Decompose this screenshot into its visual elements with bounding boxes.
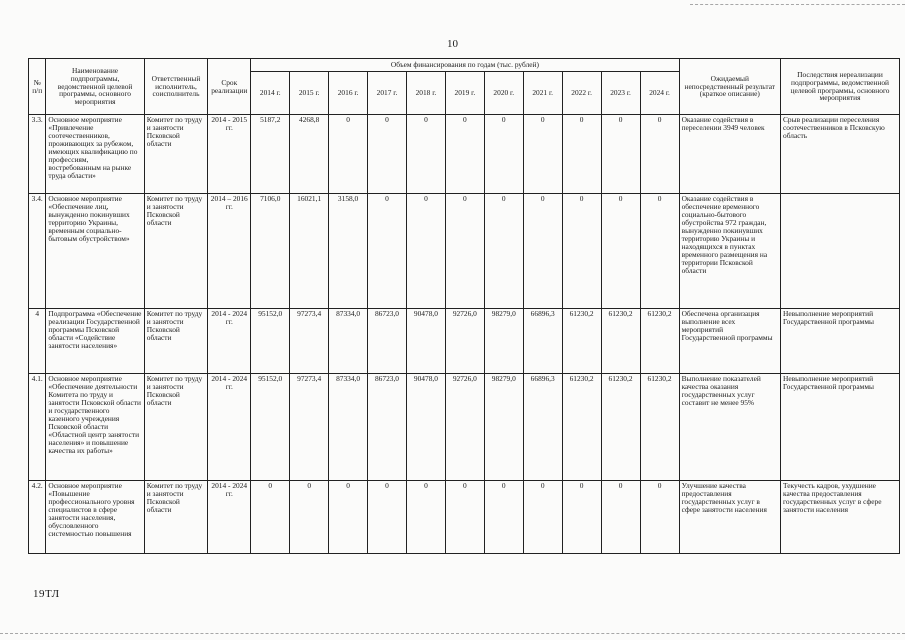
header-name: Наименование подпрограммы, ведомственной целевой программы, основного мероприятия — [46, 59, 144, 115]
row-value-2015: 97273,4 — [290, 309, 329, 374]
header-executor: Ответственный исполнитель, соисполнитель — [144, 59, 208, 115]
row-value-2024: 0 — [640, 194, 679, 309]
row-value-2022: 0 — [562, 194, 601, 309]
row-value-2020: 0 — [484, 194, 523, 309]
row-value-2024: 61230,2 — [640, 309, 679, 374]
row-number: 3.3. — [29, 115, 46, 194]
row-value-2021: 0 — [523, 115, 562, 194]
row-value-2022: 61230,2 — [562, 309, 601, 374]
table-row — [29, 194, 900, 309]
row-value-2016: 87334,0 — [329, 309, 368, 374]
header-num: № п/п — [29, 59, 46, 115]
row-value-2019: 92726,0 — [445, 309, 484, 374]
header-year-2014: 2014 г. — [251, 72, 290, 115]
row-value-2018: 90478,0 — [406, 309, 445, 374]
row-consequences: Невыполнение мероприятий Государственной программы — [781, 309, 900, 374]
row-period: 2014 – 2016 гг. — [208, 194, 251, 309]
row-result: Оказание содействия в переселении 3949 человек — [679, 115, 780, 194]
row-value-2016: 87334,0 — [329, 374, 368, 481]
row-value-2014: 95152,0 — [251, 374, 290, 481]
row-result: Обеспечена организация выполнение всех мероприятий Государственной программы — [679, 309, 780, 374]
row-value-2016: 3158,0 — [329, 194, 368, 309]
header-year-2024: 2024 г. — [640, 72, 679, 115]
row-value-2014: 7106,0 — [251, 194, 290, 309]
table-header — [29, 59, 900, 115]
row-consequences: Невыполнение мероприятий Государственной программы — [781, 374, 900, 481]
row-name: Основное мероприятие «Обеспечение деятельности Комитета по труду и занятости Псковской области и государственного казенного учреждения Псковской области «Областной центр занятости населения» и повышение качества их работы» — [46, 374, 144, 481]
row-executor: Комитет по труду и занятости Псковской области — [144, 194, 208, 309]
footer-code: 19ТЛ — [33, 588, 60, 600]
header-year-2023: 2023 г. — [601, 72, 640, 115]
header-result: Ожидаемый непосредственный результат (краткое описание) — [679, 59, 780, 115]
row-name: Подпрограмма «Обеспечение реализации Государственной программы Псковской области «Содействие занятости населения» — [46, 309, 144, 374]
row-value-2020: 0 — [484, 115, 523, 194]
row-value-2021: 0 — [523, 481, 562, 554]
row-value-2017: 0 — [368, 194, 407, 309]
row-number: 3.4. — [29, 194, 46, 309]
row-value-2015: 0 — [290, 481, 329, 554]
row-value-2019: 0 — [445, 194, 484, 309]
row-value-2015: 4268,8 — [290, 115, 329, 194]
row-value-2021: 66896,3 — [523, 374, 562, 481]
header-year-2016: 2016 г. — [329, 72, 368, 115]
row-number: 4 — [29, 309, 46, 374]
table-row — [29, 309, 900, 374]
row-value-2014: 5187,2 — [251, 115, 290, 194]
row-name: Основное мероприятие «Повышение профессионального уровня специалистов в сфере занятости населения, обусловленного системностью повышения — [46, 481, 144, 554]
financing-table — [28, 58, 900, 554]
row-value-2017: 0 — [368, 115, 407, 194]
row-value-2023: 0 — [601, 115, 640, 194]
page-number: 10 — [447, 38, 458, 50]
row-value-2024: 0 — [640, 115, 679, 194]
row-name: Основное мероприятие «Обеспечение лиц, вынужденно покинувших территорию Украины, временным социально-бытовым обустройством» — [46, 194, 144, 309]
row-value-2023: 0 — [601, 481, 640, 554]
row-value-2021: 0 — [523, 194, 562, 309]
row-consequences — [781, 194, 900, 309]
row-number: 4.2. — [29, 481, 46, 554]
row-consequences: Срыв реализации переселения соотечественников в Псковскую область — [781, 115, 900, 194]
row-value-2016: 0 — [329, 115, 368, 194]
header-year-2017: 2017 г. — [368, 72, 407, 115]
row-executor: Комитет по труду и занятости Псковской области — [144, 115, 208, 194]
row-value-2019: 92726,0 — [445, 374, 484, 481]
header-year-2015: 2015 г. — [290, 72, 329, 115]
table-row — [29, 115, 900, 194]
row-value-2020: 98279,0 — [484, 309, 523, 374]
row-value-2017: 86723,0 — [368, 309, 407, 374]
row-value-2015: 97273,4 — [290, 374, 329, 481]
row-period: 2014 - 2024 гг. — [208, 309, 251, 374]
row-value-2023: 0 — [601, 194, 640, 309]
row-value-2018: 0 — [406, 115, 445, 194]
header-financing: Объем финансирования по годам (тыс. рублей) — [251, 59, 679, 72]
row-number: 4.1. — [29, 374, 46, 481]
row-value-2024: 0 — [640, 481, 679, 554]
row-period: 2014 - 2024 гг. — [208, 374, 251, 481]
row-executor: Комитет по труду и занятости Псковской области — [144, 374, 208, 481]
header-period: Срок реализации — [208, 59, 251, 115]
row-consequences: Текучесть кадров, ухудшение качества предоставления государственных услуг в сфере занятости населения — [781, 481, 900, 554]
row-value-2015: 16021,1 — [290, 194, 329, 309]
table-row — [29, 374, 900, 481]
row-value-2014: 95152,0 — [251, 309, 290, 374]
row-period: 2014 - 2015 гг. — [208, 115, 251, 194]
row-value-2023: 61230,2 — [601, 374, 640, 481]
scan-edge-top — [690, 4, 905, 5]
row-value-2020: 0 — [484, 481, 523, 554]
row-value-2023: 61230,2 — [601, 309, 640, 374]
row-value-2018: 0 — [406, 194, 445, 309]
table-row — [29, 481, 900, 554]
row-executor: Комитет по труду и занятости Псковской области — [144, 481, 208, 554]
row-value-2021: 66896,3 — [523, 309, 562, 374]
row-value-2024: 61230,2 — [640, 374, 679, 481]
header-year-2019: 2019 г. — [445, 72, 484, 115]
header-year-2020: 2020 г. — [484, 72, 523, 115]
header-year-2022: 2022 г. — [562, 72, 601, 115]
row-value-2017: 0 — [368, 481, 407, 554]
row-value-2017: 86723,0 — [368, 374, 407, 481]
header-year-2021: 2021 г. — [523, 72, 562, 115]
header-year-2018: 2018 г. — [406, 72, 445, 115]
row-period: 2014 - 2024 гг. — [208, 481, 251, 554]
row-value-2018: 0 — [406, 481, 445, 554]
row-result: Оказание содействия в обеспечение временного социально-бытового обустройства 972 граждан, вынужденно покинувших территорию Украины и находящихся в пунктах временного размещения на территории Псковской области — [679, 194, 780, 309]
row-value-2014: 0 — [251, 481, 290, 554]
table-body — [29, 115, 900, 554]
row-value-2022: 0 — [562, 481, 601, 554]
scan-edge-bottom — [0, 633, 905, 634]
row-result: Улучшение качества предоставления государственных услуг в сфере занятости населения — [679, 481, 780, 554]
row-value-2019: 0 — [445, 481, 484, 554]
row-value-2019: 0 — [445, 115, 484, 194]
header-consequences: Последствия нереализации подпрограммы, ведомственной целевой программы, основного мероприятия — [781, 59, 900, 115]
row-value-2022: 61230,2 — [562, 374, 601, 481]
row-value-2018: 90478,0 — [406, 374, 445, 481]
row-value-2016: 0 — [329, 481, 368, 554]
row-executor: Комитет по труду и занятости Псковской области — [144, 309, 208, 374]
row-result: Выполнение показателей качества оказания государственных услуг составит не менее 95% — [679, 374, 780, 481]
row-name: Основное мероприятие «Привлечение соотечественников, проживающих за рубежом, имеющих квалификацию по профессиям, востребованным на рынке труда области» — [46, 115, 144, 194]
row-value-2022: 0 — [562, 115, 601, 194]
row-value-2020: 98279,0 — [484, 374, 523, 481]
